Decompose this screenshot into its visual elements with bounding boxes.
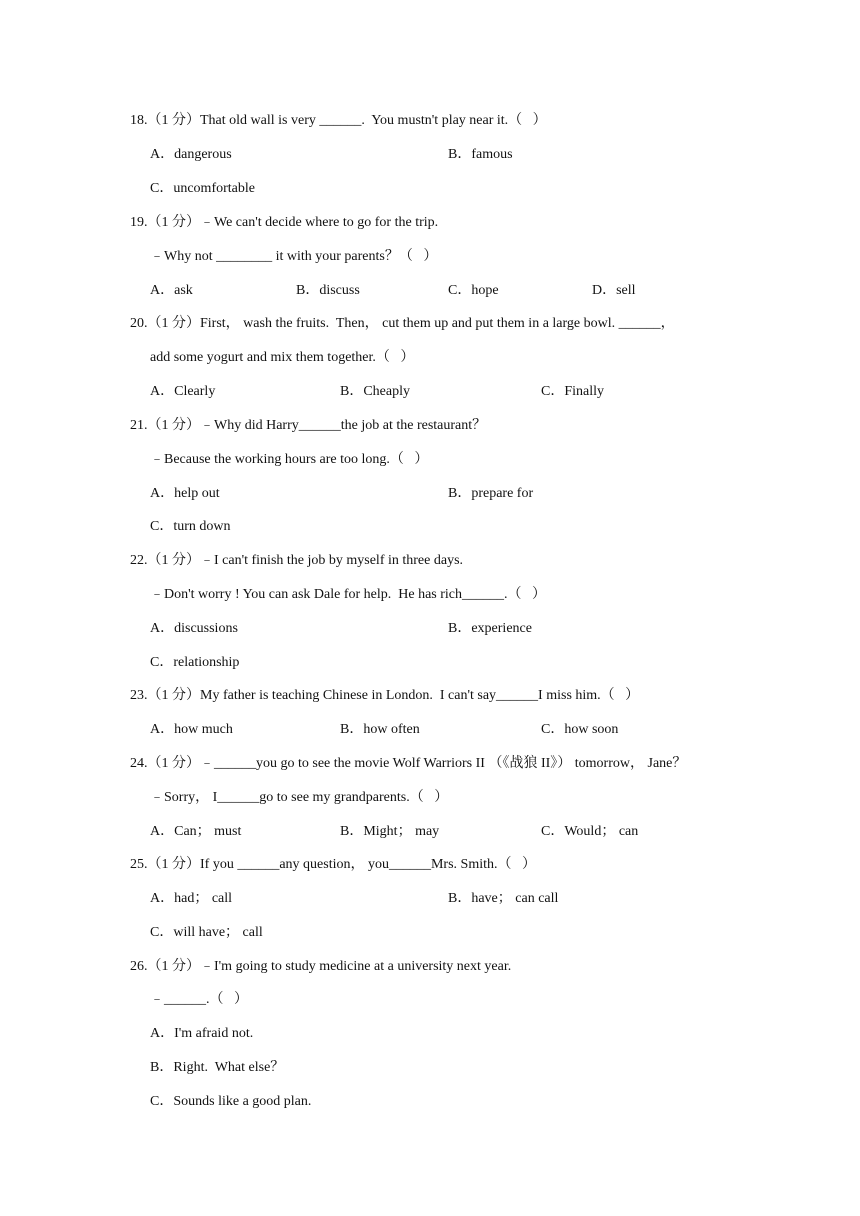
question-22-option-b[interactable]: B．experience xyxy=(448,621,532,636)
question-25-stem: 25.（1 分）If you ______any question， you______Mrs. Smith.（ ） xyxy=(130,857,536,872)
question-18-option-a[interactable]: A．dangerous xyxy=(150,147,232,162)
question-24-sub: ﹣Sorry， I______go to see my grandparents.（ ） xyxy=(150,790,449,805)
question-24-option-a[interactable]: A．Can； must xyxy=(150,824,242,839)
question-22-option-c[interactable]: C．relationship xyxy=(150,655,240,670)
question-26-stem: 26.（1 分）﹣I'm going to study medicine at a university next year. xyxy=(130,959,512,974)
question-18-option-b[interactable]: B．famous xyxy=(448,147,513,162)
question-19-option-a[interactable]: A．ask xyxy=(150,283,193,298)
question-19-option-d[interactable]: D．sell xyxy=(592,283,636,298)
question-24-stem: 24.（1 分）﹣______you go to see the movie Wolf Warriors II （《战狼 II》） tomorrow， Jane？ xyxy=(130,756,687,771)
question-21-stem: 21.（1 分）﹣Why did Harry______the job at the restaurant？ xyxy=(130,418,487,433)
question-23-stem: 23.（1 分）My father is teaching Chinese in London. I can't say______I miss him.（ ） xyxy=(130,688,640,703)
question-19-sub: ﹣Why not ________ it with your parents？（ ） xyxy=(150,249,438,264)
question-22-sub: ﹣Don't worry ! You can ask Dale for help. He has rich______.（ ） xyxy=(150,587,547,602)
question-23-option-b[interactable]: B．how often xyxy=(340,722,420,737)
question-20-stem: 20.（1 分）First， wash the fruits. Then， cut them up and put them in a large bowl. ______， xyxy=(130,316,675,331)
question-20-sub: add some yogurt and mix them together.（ ） xyxy=(150,350,415,365)
question-25-option-a[interactable]: A．had； call xyxy=(150,891,233,906)
question-26-option-c[interactable]: C．Sounds like a good plan. xyxy=(150,1094,312,1109)
question-18-stem: 18.（1 分）That old wall is very ______. You mustn't play near it.（ ） xyxy=(130,113,547,128)
question-19-stem: 19.（1 分）﹣We can't decide where to go for the trip. xyxy=(130,215,439,230)
question-21-option-a[interactable]: A．help out xyxy=(150,486,220,501)
question-19-option-c[interactable]: C．hope xyxy=(448,283,499,298)
question-24-option-c[interactable]: C．Would； can xyxy=(541,824,639,839)
question-19-option-b[interactable]: B．discuss xyxy=(296,283,360,298)
question-26-option-a[interactable]: A．I'm afraid not. xyxy=(150,1026,254,1041)
question-23-option-c[interactable]: C．how soon xyxy=(541,722,619,737)
question-25-option-c[interactable]: C．will have； call xyxy=(150,925,263,940)
question-20-option-a[interactable]: A．Clearly xyxy=(150,384,216,399)
question-21-option-c[interactable]: C．turn down xyxy=(150,519,231,534)
question-20-option-b[interactable]: B．Cheaply xyxy=(340,384,410,399)
question-21-option-b[interactable]: B．prepare for xyxy=(448,486,534,501)
question-22-option-a[interactable]: A．discussions xyxy=(150,621,238,636)
question-26-sub: ﹣______.（ ） xyxy=(150,992,248,1007)
question-18-option-c[interactable]: C．uncomfortable xyxy=(150,181,255,196)
question-24-option-b[interactable]: B．Might； may xyxy=(340,824,440,839)
question-20-option-c[interactable]: C．Finally xyxy=(541,384,605,399)
question-21-sub: ﹣Because the working hours are too long.（ ） xyxy=(150,452,429,467)
question-26-option-b[interactable]: B．Right. What else？ xyxy=(150,1060,285,1075)
question-25-option-b[interactable]: B．have； can call xyxy=(448,891,559,906)
question-22-stem: 22.（1 分）﹣I can't finish the job by myself in three days. xyxy=(130,553,464,568)
question-23-option-a[interactable]: A．how much xyxy=(150,722,233,737)
